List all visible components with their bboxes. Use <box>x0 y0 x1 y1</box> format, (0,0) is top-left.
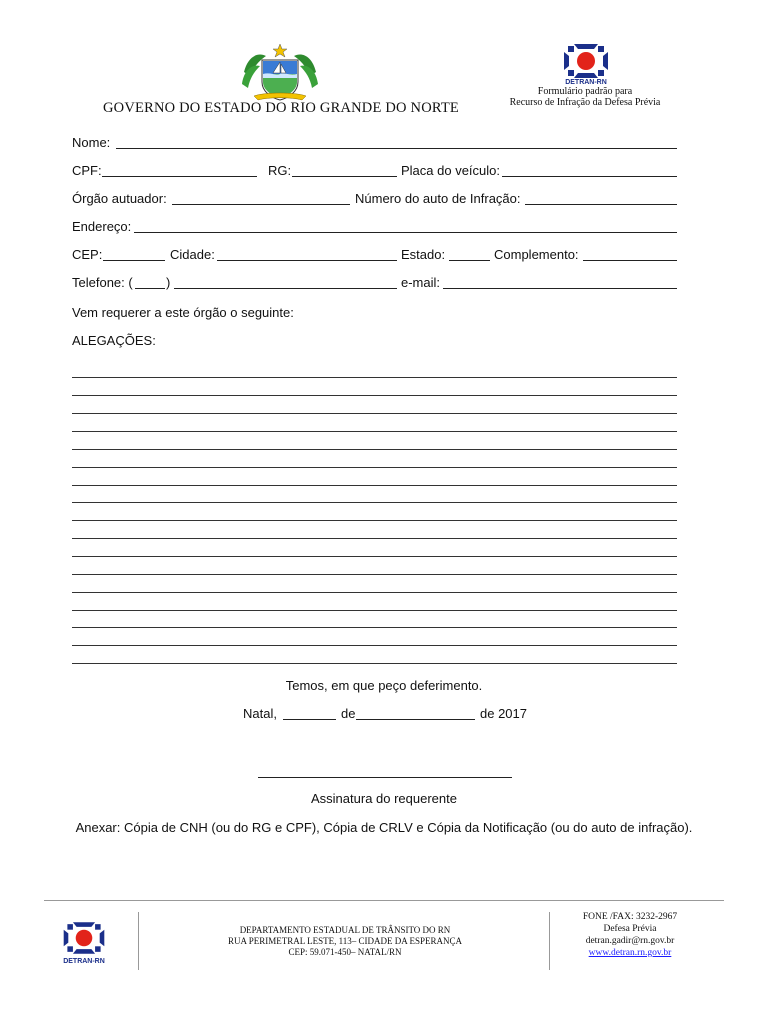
footer-email-link[interactable]: detran.gadir@rn.gov.br <box>585 936 675 946</box>
cidade-label: Cidade: <box>170 247 215 262</box>
cep-field[interactable] <box>103 260 165 261</box>
cpf-label: CPF: <box>72 163 102 178</box>
alegacoes-line[interactable] <box>72 502 677 503</box>
alegacoes-line[interactable] <box>72 449 677 450</box>
alegacoes-line[interactable] <box>72 610 677 611</box>
cpf-field[interactable] <box>102 176 257 177</box>
alegacoes-line[interactable] <box>72 538 677 539</box>
alegacoes-line[interactable] <box>72 377 677 378</box>
form-title-line1: Formulário padrão para <box>537 86 633 97</box>
detran-header-logo-text: DETRAN-RN <box>565 79 607 86</box>
alegacoes-heading: ALEGAÇÕES: <box>72 333 156 348</box>
telefone-ddd-field[interactable] <box>135 288 165 289</box>
detran-emblem-icon <box>60 918 108 958</box>
footer-phone: FONE /FAX: 3232-2967 <box>582 912 678 922</box>
detran-footer-logo <box>60 918 108 970</box>
orgao-label: Órgão autuador: <box>72 191 167 206</box>
nome-field[interactable] <box>116 148 677 149</box>
alegacoes-line[interactable] <box>72 485 677 486</box>
state-coat-of-arms <box>240 42 320 102</box>
footer-left-separator <box>138 912 139 970</box>
alegacoes-line[interactable] <box>72 645 677 646</box>
alegacoes-line[interactable] <box>72 520 677 521</box>
endereco-label: Endereço: <box>72 219 132 234</box>
alegacoes-line[interactable] <box>72 395 677 396</box>
department-name: DEPARTAMENTO ESTADUAL DE TRÂNSITO DO RN <box>239 925 451 935</box>
anexar-text: Anexar: Cópia de CNH (ou do RG e CPF), Cópia de CRLV e Cópia da Notificação (ou do auto de infração). <box>75 820 693 835</box>
signature-line[interactable] <box>258 777 512 778</box>
department-cep: CEP: 59.071-450– NATAL/RN <box>288 947 402 957</box>
footer-right-separator <box>549 912 550 970</box>
deferimento-text: Temos, em que peço deferimento. <box>285 678 483 693</box>
form-title-line2: Recurso de Infração da Defesa Prévia <box>509 97 661 108</box>
nome-label: Nome: <box>72 135 111 150</box>
numero-auto-field[interactable] <box>525 204 677 205</box>
footer-section: Defesa Prévia <box>603 924 657 934</box>
day-field[interactable] <box>283 719 336 720</box>
footer-divider <box>44 900 724 901</box>
telefone-field[interactable] <box>174 288 397 289</box>
footer-website-link[interactable]: www.detran.rn.gov.br <box>588 948 672 958</box>
placa-label: Placa do veículo: <box>401 163 501 178</box>
alegacoes-line[interactable] <box>72 556 677 557</box>
state-government-title: GOVERNO DO ESTADO DO RIO GRANDE DO NORTE <box>103 100 459 116</box>
complemento-label: Complemento: <box>494 247 579 262</box>
rg-field[interactable] <box>292 176 397 177</box>
month-field[interactable] <box>356 719 475 720</box>
detran-header-logo <box>560 42 612 88</box>
alegacoes-line[interactable] <box>72 592 677 593</box>
orgao-field[interactable] <box>172 204 350 205</box>
telefone-close-paren: ) <box>166 275 171 290</box>
numero-auto-label: Número do auto de Infração: <box>355 191 521 206</box>
de-label: de <box>341 706 356 721</box>
alegacoes-line[interactable] <box>72 431 677 432</box>
alegacoes-line[interactable] <box>72 663 677 664</box>
cidade-field[interactable] <box>217 260 397 261</box>
telefone-label: Telefone: ( <box>72 275 133 290</box>
email-field[interactable] <box>443 288 677 289</box>
natal-label: Natal, <box>243 706 277 721</box>
estado-label: Estado: <box>401 247 446 262</box>
cep-label: CEP: <box>72 247 103 262</box>
alegacoes-line[interactable] <box>72 627 677 628</box>
email-label: e-mail: <box>401 275 441 290</box>
year-label: de 2017 <box>480 706 527 721</box>
rg-label: RG: <box>268 163 292 178</box>
detran-footer-logo-text: DETRAN-RN <box>63 958 105 965</box>
estado-field[interactable] <box>449 260 490 261</box>
alegacoes-line[interactable] <box>72 467 677 468</box>
endereco-field[interactable] <box>134 232 677 233</box>
placa-field[interactable] <box>502 176 677 177</box>
alegacoes-line[interactable] <box>72 413 677 414</box>
department-address: RUA PERIMETRAL LESTE, 113– CIDADE DA ESPERANÇA <box>227 936 463 946</box>
requerer-text: Vem requerer a este órgão o seguinte: <box>72 305 294 320</box>
detran-emblem-icon <box>560 42 612 80</box>
signature-label: Assinatura do requerente <box>311 791 457 806</box>
alegacoes-line[interactable] <box>72 574 677 575</box>
complemento-field[interactable] <box>583 260 677 261</box>
